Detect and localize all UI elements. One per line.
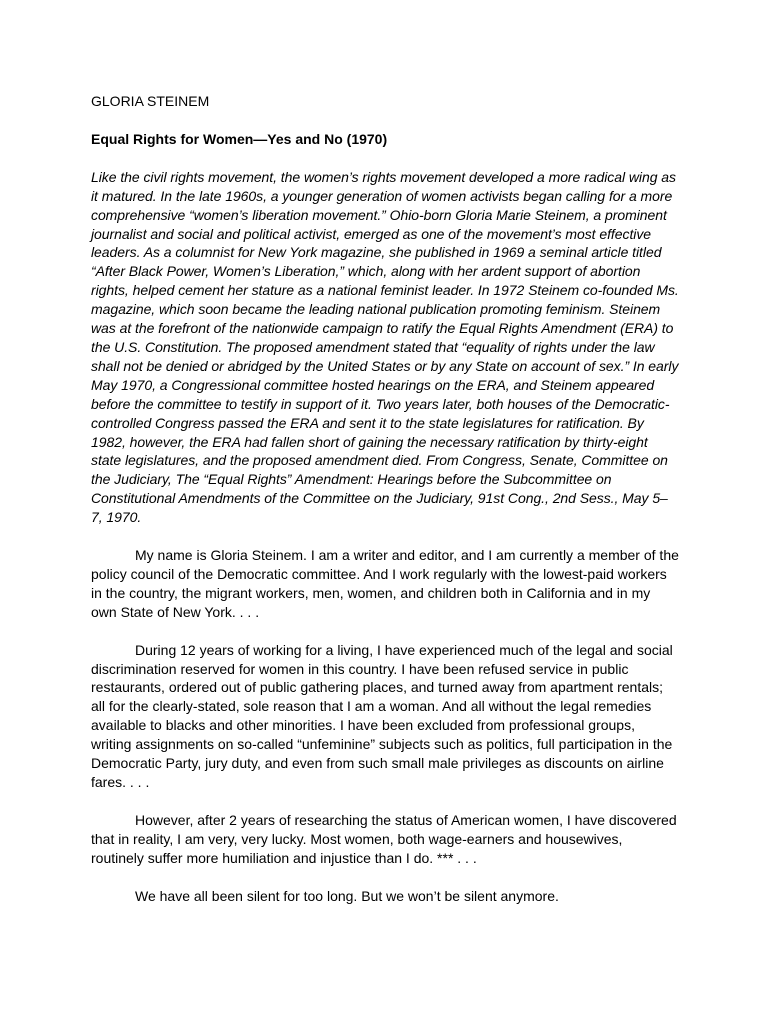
body-paragraph-2: During 12 years of working for a living, I have experienced much of the legal and social discrimination reserved for women in this country. I have been refused service in public restaurants, ordered out of public gathering places, and turned away from apartment rentals; all for the clearly-stated, sole reason that I am a woman. And all without the legal remedies available to blacks and other minorities. I have been excluded from professional groups, writing assignments on so-called “unfeminine” subjects such as politics, full participation in the Democratic Party, jury duty, and even from such small male privileges as discounts on airline fares. . . . xyxy=(91,641,673,790)
document-page xyxy=(91,92,679,925)
author-heading: GLORIA STEINEM xyxy=(91,93,210,109)
body-paragraph-3: However, after 2 years of researching the status of American women, I have discovered that in reality, I am very, very lucky. Most women, both wage-earners and housewives, routinely suffer more humiliation and injustice than I do. *** . . . xyxy=(91,811,677,866)
body-paragraph-4: We have all been silent for too long. But we won’t be silent anymore. xyxy=(135,887,559,904)
body-paragraph-1: My name is Gloria Steinem. I am a writer and editor, and I am currently a member of the policy council of the Democratic committee. And I work regularly with the lowest-paid workers in the country, the migrant workers, men, women, and children both in California and in my own State of New York. . . . xyxy=(91,547,679,620)
intro-paragraph: Like the civil rights movement, the women’s rights movement developed a more radical wing as it matured. In the late 1960s, a younger generation of women activists began calling for a more comprehensive “women’s liberation movement.” Ohio-born Gloria Marie Steinem, a prominent journalist and social and political activist, emerged as one of the movement’s most effective leaders. As a columnist for New York magazine, she published in 1969 a seminal article titled “After Black Power, Women’s Liberation,” which, along with her ardent support of abortion rights, helped cement her stature as a national feminist leader. In 1972 Steinem co-founded Ms. magazine, which soon became the leading national publication promoting feminism. Steinem was at the forefront of the nationwide campaign to ratify the Equal Rights Amendment (ERA) to the U.S. Constitution. The proposed amendment stated that “equality of rights under the law shall not be denied or abridged by the United States or by any State on account of sex.” In early May 1970, a Congressional committee hosted hearings on the ERA, and Steinem appeared before the committee to testify in support of it. Two years later, both houses of the Democratic-controlled Congress passed the ERA and sent it to the state legislatures for ratification. By 1982, however, the ERA had fallen short of gaining the necessary ratification by thirty-eight state legislatures, and the proposed amendment died. From Congress, Senate, Committee on the Judiciary, The “Equal Rights” Amendment: Hearings before the Subcommittee on Constitutional Amendments of the Committee on the Judiciary, 91st Cong., 2nd Sess., May 5–7, 1970. xyxy=(91,168,679,526)
document-title: Equal Rights for Women—Yes and No (1970) xyxy=(91,130,388,147)
